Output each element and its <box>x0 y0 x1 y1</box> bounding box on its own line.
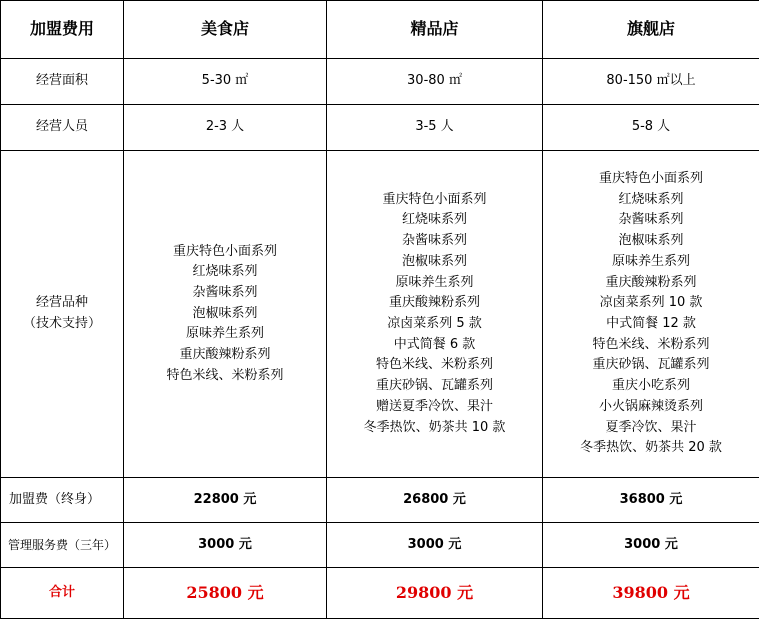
area-value: 80-150 ㎡以上 <box>543 59 759 105</box>
staff-value: 5-8 人 <box>543 105 759 151</box>
variety-item: 重庆特色小面系列 <box>598 171 703 187</box>
variety-item: 凉卤菜系列 5 款 <box>387 316 482 331</box>
variety-item: 赠送夏季冷饮、果汁 <box>375 398 493 414</box>
total-label: 合计 <box>1 568 124 619</box>
mgmt-fee-label: 管理服务费（三年） <box>1 523 124 568</box>
variety-item: 重庆特色小面系列 <box>382 191 487 207</box>
variety-label-line2: （技术支持） <box>22 316 101 331</box>
variety-item: 重庆特色小面系列 <box>172 243 277 259</box>
variety-label <box>1 151 124 478</box>
variety-item: 原味养生系列 <box>185 326 264 342</box>
variety-item: 凉卤菜系列 10 款 <box>599 295 703 311</box>
variety-item: 重庆砂锅、瓦罐系列 <box>375 378 493 394</box>
variety-item: 重庆酸辣粉系列 <box>179 347 271 363</box>
variety-item: 特色米线、米粉系列 <box>166 367 284 383</box>
tier-header-flagship-shop: 旗舰店 <box>543 1 759 59</box>
fee-value: 36800 元 <box>543 478 759 523</box>
variety-item: 杂酱味系列 <box>618 212 684 228</box>
total-value: 39800 元 <box>543 568 759 619</box>
area-value: 30-80 ㎡ <box>327 59 543 105</box>
mgmt-fee-row <box>1 523 759 568</box>
variety-item: 原味养生系列 <box>611 253 690 269</box>
variety-list-boutique-shop <box>327 151 543 478</box>
variety-item: 红烧味系列 <box>401 212 467 228</box>
staff-label: 经营人员 <box>1 105 124 151</box>
fee-value: 26800 元 <box>327 478 543 523</box>
variety-item: 杂酱味系列 <box>192 284 258 300</box>
variety-item: 原味养生系列 <box>395 274 474 290</box>
tier-header-food-shop: 美食店 <box>124 1 327 59</box>
variety-list-flagship-shop <box>543 151 759 478</box>
variety-item: 杂酱味系列 <box>401 233 467 249</box>
variety-label-line1: 经营品种 <box>35 295 88 311</box>
variety-item: 特色米线、米粉系列 <box>592 336 710 352</box>
variety-item: 小火锅麻辣烫系列 <box>598 398 703 414</box>
area-row <box>1 59 759 105</box>
variety-item: 泡椒味系列 <box>618 233 684 249</box>
staff-value: 2-3 人 <box>124 105 327 151</box>
variety-item: 冬季热饮、奶茶共 10 款 <box>363 419 506 435</box>
variety-item: 红烧味系列 <box>618 191 684 207</box>
fee-row <box>1 478 759 523</box>
variety-item: 重庆小吃系列 <box>611 378 690 394</box>
mgmt-fee-value: 3000 元 <box>327 523 543 568</box>
tier-header-boutique-shop: 精品店 <box>327 1 543 59</box>
total-row <box>1 568 759 619</box>
variety-item: 夏季冷饮、果汁 <box>605 419 697 435</box>
variety-item: 中式简餐 6 款 <box>393 336 476 352</box>
variety-item: 重庆砂锅、瓦罐系列 <box>592 357 710 373</box>
mgmt-fee-value: 3000 元 <box>124 523 327 568</box>
header-row <box>1 1 759 59</box>
variety-item: 冬季热饮、奶茶共 20 款 <box>580 440 722 456</box>
variety-item: 泡椒味系列 <box>401 253 467 269</box>
mgmt-fee-value: 3000 元 <box>543 523 759 568</box>
area-value: 5-30 ㎡ <box>124 59 327 105</box>
total-value: 29800 元 <box>327 568 543 619</box>
variety-item: 特色米线、米粉系列 <box>375 357 493 373</box>
staff-row <box>1 105 759 151</box>
variety-item: 中式简餐 12 款 <box>606 316 696 331</box>
header-label: 加盟费用 <box>1 1 124 59</box>
variety-row <box>1 151 759 478</box>
staff-value: 3-5 人 <box>327 105 543 151</box>
area-label: 经营面积 <box>1 59 124 105</box>
variety-list-food-shop <box>124 151 327 478</box>
total-value: 25800 元 <box>124 568 327 619</box>
variety-item: 重庆酸辣粉系列 <box>605 274 697 290</box>
variety-item: 重庆酸辣粉系列 <box>388 295 480 311</box>
fee-value: 22800 元 <box>124 478 327 523</box>
variety-item: 泡椒味系列 <box>192 305 258 321</box>
fee-label: 加盟费（终身） <box>1 478 124 523</box>
variety-item: 红烧味系列 <box>192 264 258 280</box>
